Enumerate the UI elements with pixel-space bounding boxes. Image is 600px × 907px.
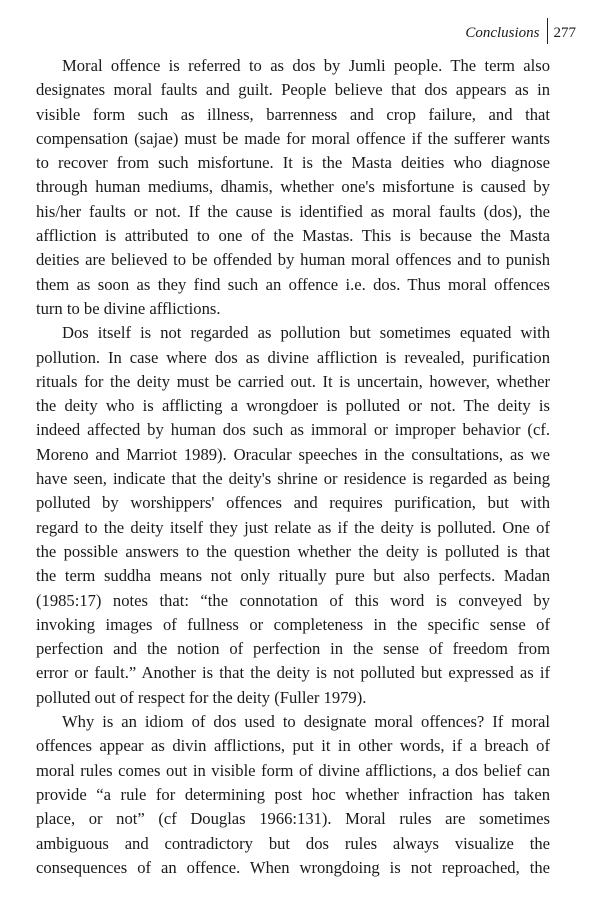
text-line: to recover from such misfortune. It is the Masta deities who diagnose: [36, 153, 550, 173]
text-line: affliction is attributed to one of the Mastas. This is because the Masta: [36, 226, 550, 246]
text-line: (1985:17) notes that: “the connotation of this word is conveyed by: [36, 590, 550, 610]
text-line: perfection and the notion of perfection in the sense of freedom from: [36, 639, 550, 659]
text-line: deities are believed to be offended by human moral offences and to punish: [36, 250, 550, 270]
text-line: them as soon as they find such an offence i.e. dos. Thus moral offences: [36, 274, 550, 294]
paragraph-2: [36, 321, 550, 710]
text-line: pollution. In case where dos as divine affliction is revealed, purification: [36, 347, 550, 367]
text-line: moral rules comes out in visible form of divine afflictions, a dos belief can: [36, 760, 550, 780]
text-line: regard to the deity itself they just relate as if the deity is polluted. One of: [36, 517, 550, 537]
text-line: Moreno and Marriot 1989). Oracular speeches in the consultations, as we: [36, 444, 550, 464]
text-line: designates moral faults and guilt. People believe that dos appears as in: [36, 80, 550, 100]
text-line: the deity who is afflicting a wrongdoer is polluted or not. The deity is: [36, 396, 550, 416]
paragraph-1: [36, 54, 550, 321]
text-line: visible form such as illness, barrenness and crop failure, and that: [36, 104, 550, 124]
text-line: rituals for the deity must be carried out. It is uncertain, however, whether: [36, 371, 550, 391]
text-line: place, or not” (cf Douglas 1966:131). Moral rules are sometimes: [36, 809, 550, 829]
text-line: error or fault.” Another is that the deity is not polluted but expressed as if: [36, 663, 550, 683]
text-line: invoking images of fullness or completeness in the specific sense of: [36, 614, 550, 634]
text-line: offences appear as divin afflictions, put it in other words, if a breach of: [36, 736, 550, 756]
text-line: provide “a rule for determining post hoc whether infraction has taken: [36, 784, 550, 804]
text-line: consequences of an offence. When wrongdoing is not reproached, the: [36, 857, 550, 877]
body-text: [36, 54, 550, 880]
running-header-title: Conclusions: [465, 24, 540, 41]
text-line: through human mediums, dhamis, whether one's misfortune is caused by: [36, 177, 550, 197]
page-number: 277: [553, 24, 576, 41]
text-line: the term suddha means not only ritually pure but also perfects. Madan: [36, 566, 550, 586]
text-line: Why is an idiom of dos used to designate moral offences? If moral: [62, 712, 550, 732]
text-line: polluted out of respect for the deity (Fuller 1979).: [36, 687, 367, 707]
text-line: his/her faults or not. If the cause is identified as moral faults (dos), the: [36, 201, 550, 221]
text-line: polluted by worshippers' offences and requires purification, but with: [36, 493, 550, 513]
text-line: Moral offence is referred to as dos by Jumli people. The term also: [62, 56, 550, 75]
text-line: ambiguous and contradictory but dos rules always visualize the: [36, 833, 550, 853]
paragraph-3: [36, 710, 550, 880]
text-line: have seen, indicate that the deity's shrine or residence is regarded as being: [36, 469, 550, 489]
running-header: [465, 18, 576, 48]
text-line: indeed affected by human dos such as immoral or improper behavior (cf.: [36, 420, 550, 440]
text-line: the possible answers to the question whether the deity is polluted is that: [36, 541, 550, 561]
text-line: compensation (sajae) must be made for moral offence if the sufferer wants: [36, 128, 550, 148]
text-line: Dos itself is not regarded as pollution but sometimes equated with: [62, 323, 550, 343]
text-line: turn to be divine afflictions.: [36, 298, 221, 318]
